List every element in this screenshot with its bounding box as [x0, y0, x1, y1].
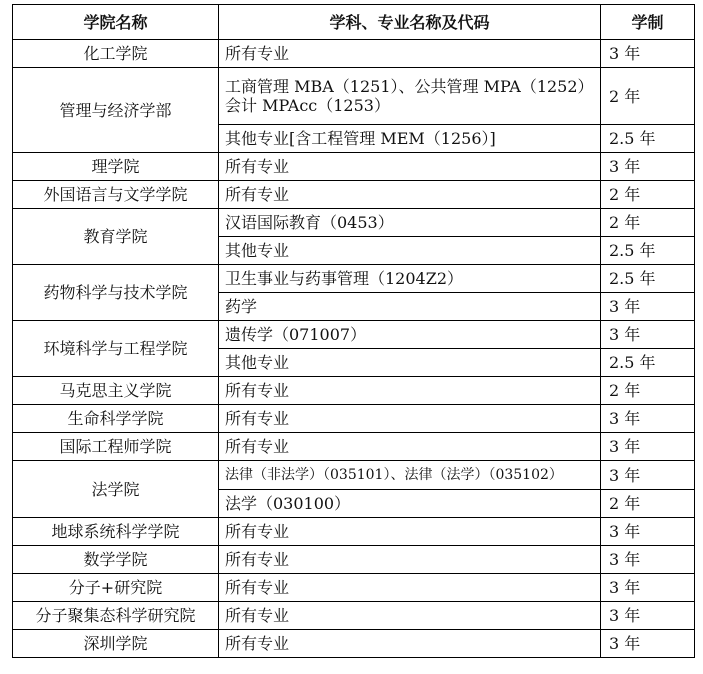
- duration-cell: 2 年: [601, 209, 695, 237]
- college-cell: 生命科学学院: [13, 405, 219, 433]
- major-cell: 卫生事业与药事管理（1204Z2）: [219, 265, 601, 293]
- duration-cell: 2 年: [601, 68, 695, 125]
- major-cell: 汉语国际教育（0453）: [219, 209, 601, 237]
- table-row: [13, 153, 695, 181]
- table-row: [13, 405, 695, 433]
- college-cell: 环境科学与工程学院: [13, 321, 219, 377]
- college-cell: 化工学院: [13, 40, 219, 68]
- major-cell: 所有专业: [219, 630, 601, 658]
- duration-cell: 3 年: [601, 546, 695, 574]
- duration-cell: 3 年: [601, 321, 695, 349]
- college-cell: 深圳学院: [13, 630, 219, 658]
- table-row: [13, 630, 695, 658]
- table-row: [13, 181, 695, 209]
- duration-cell: 3 年: [601, 602, 695, 630]
- duration-cell: 3 年: [601, 40, 695, 68]
- major-cell: 所有专业: [219, 546, 601, 574]
- duration-cell: 3 年: [601, 518, 695, 546]
- duration-cell: 3 年: [601, 574, 695, 602]
- major-line: 会计 MPAcc（1253）: [225, 96, 390, 115]
- college-cell: 法学院: [13, 461, 219, 518]
- table-row: [13, 209, 695, 237]
- major-cell: 药学: [219, 293, 601, 321]
- college-cell: 管理与经济学部: [13, 68, 219, 153]
- major-cell: 所有专业: [219, 518, 601, 546]
- college-cell: 教育学院: [13, 209, 219, 265]
- table-row: [13, 546, 695, 574]
- major-cell: 遗传学（071007）: [219, 321, 601, 349]
- major-cell: 法学（030100）: [219, 490, 601, 518]
- major-cell: 其他专业: [219, 349, 601, 377]
- major-cell: 所有专业: [219, 602, 601, 630]
- duration-cell: 3 年: [601, 153, 695, 181]
- duration-cell: 2.5 年: [601, 125, 695, 153]
- table-row: [13, 602, 695, 630]
- duration-cell: 3 年: [601, 293, 695, 321]
- table-row: [13, 433, 695, 461]
- table-row: [13, 40, 695, 68]
- duration-cell: 3 年: [601, 461, 695, 490]
- duration-cell: 3 年: [601, 433, 695, 461]
- major-line: 工商管理 MBA（1251）、公共管理 MPA（1252）: [225, 77, 594, 96]
- college-cell: 分子聚集态科学研究院: [13, 602, 219, 630]
- header-major: 学科、专业名称及代码: [219, 5, 601, 40]
- major-cell: 所有专业: [219, 153, 601, 181]
- major-cell: 所有专业: [219, 405, 601, 433]
- major-cell: 所有专业: [219, 181, 601, 209]
- table-row: [13, 518, 695, 546]
- major-cell: [219, 68, 601, 125]
- program-duration-table: [12, 4, 695, 658]
- header-duration: 学制: [601, 5, 695, 40]
- duration-cell: 2.5 年: [601, 265, 695, 293]
- duration-cell: 2 年: [601, 490, 695, 518]
- major-cell: 所有专业: [219, 574, 601, 602]
- duration-cell: 2.5 年: [601, 349, 695, 377]
- college-cell: 马克思主义学院: [13, 377, 219, 405]
- table-row: [13, 68, 695, 125]
- major-cell: 其他专业[含工程管理 MEM（1256）]: [219, 125, 601, 153]
- major-cell: 法律（非法学）（035101）、法律（法学）（035102）: [219, 461, 601, 490]
- college-cell: 外国语言与文学学院: [13, 181, 219, 209]
- duration-cell: 2 年: [601, 181, 695, 209]
- table-row: [13, 574, 695, 602]
- college-cell: 数学学院: [13, 546, 219, 574]
- major-cell: 所有专业: [219, 433, 601, 461]
- table-row: [13, 265, 695, 293]
- major-cell: 所有专业: [219, 377, 601, 405]
- college-cell: 国际工程师学院: [13, 433, 219, 461]
- major-cell: 所有专业: [219, 40, 601, 68]
- table-row: [13, 321, 695, 349]
- header-college: 学院名称: [13, 5, 219, 40]
- duration-cell: 3 年: [601, 630, 695, 658]
- duration-cell: 3 年: [601, 405, 695, 433]
- college-cell: 地球系统科学学院: [13, 518, 219, 546]
- major-cell: 其他专业: [219, 237, 601, 265]
- table-row: [13, 377, 695, 405]
- duration-cell: 2.5 年: [601, 237, 695, 265]
- college-cell: 分子+研究院: [13, 574, 219, 602]
- table-row: [13, 461, 695, 490]
- college-cell: 药物科学与技术学院: [13, 265, 219, 321]
- duration-cell: 2 年: [601, 377, 695, 405]
- table-header-row: [13, 5, 695, 40]
- college-cell: 理学院: [13, 153, 219, 181]
